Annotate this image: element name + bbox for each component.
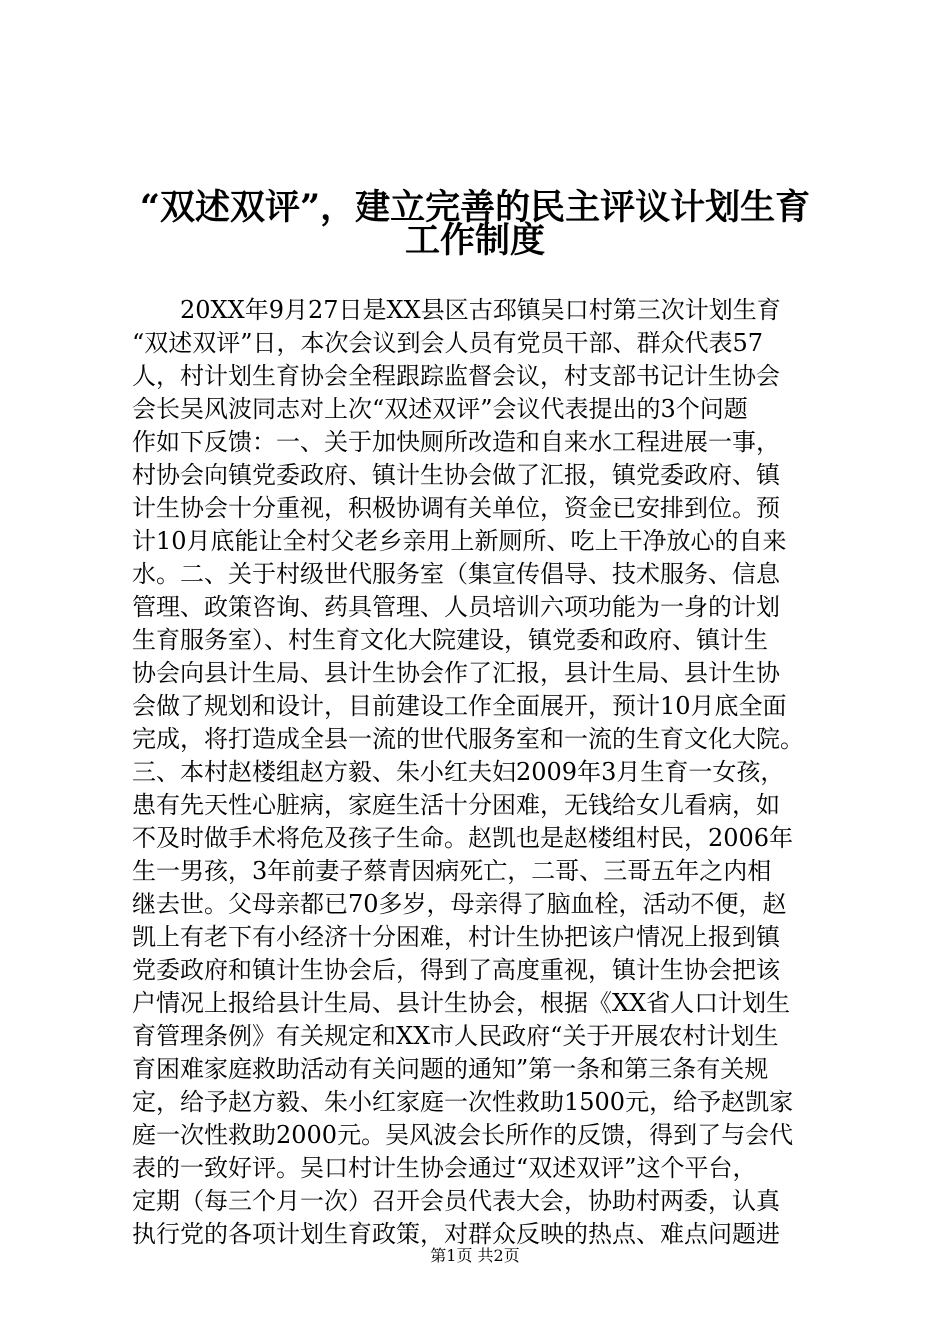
body-line: 生育服务室）、村生育文化大院建设，镇党委和政府、镇计生 <box>132 626 768 654</box>
document-title-line-2: 工作制度 <box>404 220 545 261</box>
body-line: 管理、政策咨询、药具管理、人员培训六项功能为一身的计划 <box>132 593 780 621</box>
page-number: 第1页 共2页 <box>430 1246 520 1265</box>
body-line: 定期（每三个月一次）召开会员代表大会，协助村两委，认真 <box>132 1187 780 1215</box>
body-line: 生一男孩，3年前妻子蔡青因病死亡，二哥、三哥五年之内相 <box>132 857 772 885</box>
body-line: 计生协会十分重视，积极协调有关单位，资金已安排到位。预 <box>132 494 780 522</box>
body-line: 表的一致好评。吴口村计生协会通过“双述双评”这个平台， <box>132 1154 757 1182</box>
body-line: 育困难家庭救助活动有关问题的通知”第一条和第三条有关规 <box>132 1055 769 1083</box>
body-line: 会长吴风波同志对上次“双述双评”会议代表提出的3个问题 <box>132 395 748 423</box>
body-line: 村协会向镇党委政府、镇计生协会做了汇报，镇党委政府、镇 <box>132 461 780 489</box>
document-title-line-1: “双述双评”，建立完善的民主评议计划生育 <box>139 187 811 228</box>
body-line: 协会向县计生局、县计生协会作了汇报，县计生局、县计生协 <box>132 659 780 687</box>
body-line: 水。二、关于村级世代服务室（集宣传倡导、技术服务、信息 <box>132 560 780 588</box>
body-line: 育管理条例》有关规定和XX市人民政府“关于开展农村计划生 <box>132 1022 779 1050</box>
body-line: 完成，将打造成全县一流的世代服务室和一流的生育文化大院。 <box>132 725 804 753</box>
body-line: 20XX年9月27日是XX县区古邳镇吴口村第三次计划生育 <box>132 296 781 324</box>
body-line: 户情况上报给县计生局、县计生协会，根据《XX省人口计划生 <box>132 989 791 1017</box>
document-body <box>132 294 832 1251</box>
body-line: 三、本村赵楼组赵方毅、朱小红夫妇2009年3月生育一女孩， <box>132 758 785 786</box>
body-line: 党委政府和镇计生协会后，得到了高度重视，镇计生协会把该 <box>132 956 780 984</box>
body-line: 继去世。父母亲都已70多岁，母亲得了脑血栓，活动不便，赵 <box>132 890 787 918</box>
body-line: 人，村计划生育协会全程跟踪监督会议，村支部书记计生协会 <box>132 362 780 390</box>
body-line: 凯上有老下有小经济十分困难，村计生协把该户情况上报到镇 <box>132 923 780 951</box>
body-line: 定，给予赵方毅、朱小红家庭一次性救助1500元，给予赵凯家 <box>132 1088 794 1116</box>
body-line: “双述双评”日，本次会议到会人员有党员干部、群众代表57 <box>132 329 764 357</box>
body-line: 会做了规划和设计，目前建设工作全面展开，预计10月底全面 <box>132 692 787 720</box>
page-footer <box>0 1246 950 1266</box>
body-line: 计10月底能让全村父老乡亲用上新厕所、吃上干净放心的自来 <box>132 527 787 555</box>
body-line: 不及时做手术将危及孩子生命。赵凯也是赵楼组村民，2006年 <box>132 824 794 852</box>
body-line: 患有先天性心脏病，家庭生活十分困难，无钱给女儿看病，如 <box>132 791 780 819</box>
body-line: 执行党的各项计划生育政策，对群众反映的热点、难点问题进 <box>132 1220 780 1248</box>
body-line: 庭一次性救助2000元。吴风波会长所作的反馈，得到了与会代 <box>132 1121 794 1149</box>
body-line: 作如下反馈：一、关于加快厕所改造和自来水工程进展一事， <box>132 428 780 456</box>
